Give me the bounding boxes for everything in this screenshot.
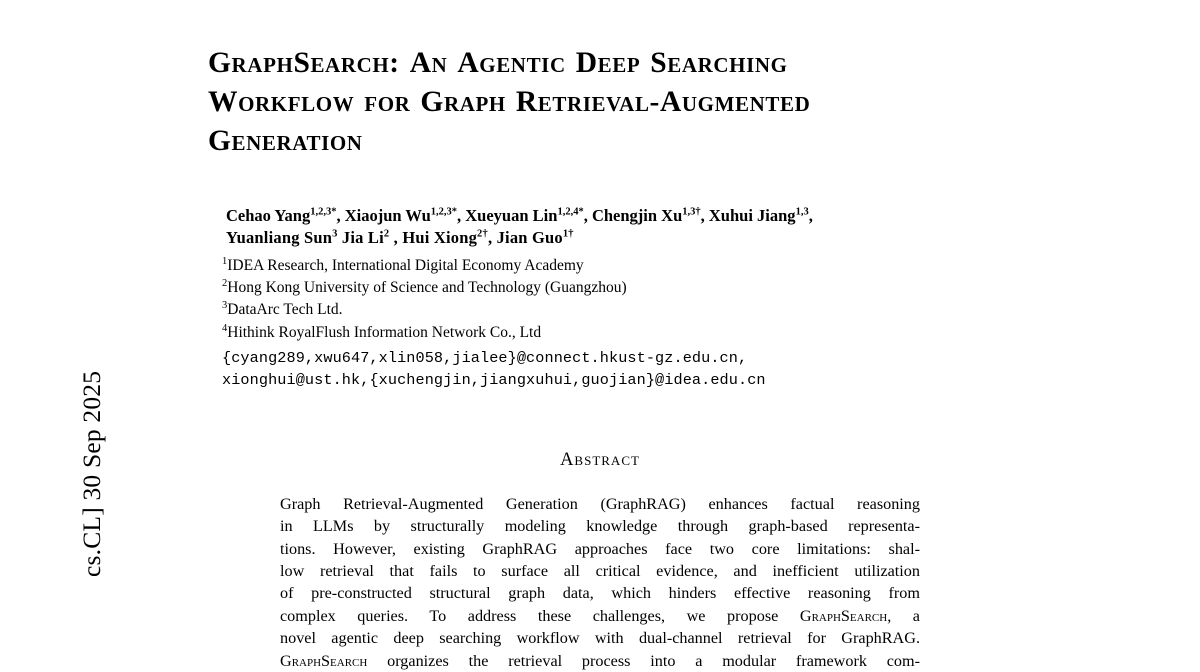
author-name: Yuanliang Sun	[226, 228, 333, 247]
title-word: Agentic	[457, 47, 566, 79]
affiliation-list	[208, 255, 992, 344]
paper-column	[208, 44, 992, 672]
author-sep: ,	[336, 206, 345, 225]
paper-name-smallcaps: GraphSearch	[280, 651, 368, 670]
author-sep: ,	[389, 228, 403, 247]
author-affil-sup: 1,2,3	[430, 206, 452, 218]
author-line-2	[226, 227, 966, 249]
author-mark-sup: †	[568, 228, 574, 240]
title-word: An	[409, 47, 448, 79]
affiliation-text: Hong Kong University of Science and Technology (Guangzhou)	[227, 279, 627, 297]
author-affil-sup: 3	[332, 228, 338, 240]
paper-name-smallcaps: GraphSearch	[799, 606, 888, 625]
page-title	[208, 44, 992, 161]
title-word: Graph	[420, 86, 506, 118]
author-name: Xiaojun Wu	[344, 206, 431, 225]
affiliation-text: Hithink RoyalFlush Information Network Co., Ltd	[227, 323, 542, 341]
abstract-heading: Abstract	[560, 449, 640, 470]
affiliation-index: 2	[222, 278, 228, 290]
author-mark-sup: *	[578, 206, 584, 218]
author-mark-sup: †	[482, 228, 488, 240]
author-mark-sup: *	[451, 206, 458, 218]
affiliation-text: IDEA Research, International Digital Economy Academy	[227, 257, 584, 274]
author-mark-sup: *	[331, 206, 337, 218]
affiliation-index: 1	[222, 255, 228, 267]
abstract-line: low retrieval that fails to surface all critical evidence, and inefficient utilization	[280, 562, 920, 581]
affiliation-index: 3	[222, 300, 228, 312]
author-affil-sup: 1,3	[795, 206, 809, 218]
affiliation-item	[222, 299, 992, 321]
affiliation-item	[222, 277, 992, 299]
email-line: {cyang289,xwu647,xlin058,jialee}@connect.hkust-gz.edu.cn,	[222, 348, 748, 367]
abstract-line: novel agentic deep searching workflow with dual-channel retrieval for GraphRAG.	[280, 629, 920, 648]
title-word: Workflow	[208, 86, 355, 118]
author-sep: ,	[487, 228, 497, 247]
author-name: Hui Xiong	[402, 228, 478, 247]
affiliation-index: 4	[222, 322, 228, 334]
author-sep: ,	[583, 206, 592, 225]
affiliation-text: DataArc Tech Ltd.	[227, 301, 343, 319]
title-word: GraphSearch:	[208, 47, 400, 79]
author-name: Jian Guo	[496, 228, 563, 247]
author-affil-sup: 1	[562, 228, 569, 240]
author-affil-sup: 1,2,3	[310, 206, 332, 218]
arxiv-vertical-stamp: cs.CL] 30 Sep 2025	[77, 370, 106, 577]
abstract-line: complex queries. To address these challenges, we propose GraphSearch, a	[280, 606, 920, 625]
email-line: xionghui@ust.hk,{xuchengjin,jiangxuhui,guojian}@idea.edu.cn	[222, 371, 766, 390]
author-line-1	[226, 205, 966, 227]
author-sep: ,	[457, 206, 466, 225]
title-word: for	[364, 86, 411, 118]
author-name: Xueyuan Lin	[465, 206, 558, 225]
abstract-line: of pre-constructed structural graph data, which hinders effective reasoning from	[280, 584, 920, 603]
author-list	[208, 205, 966, 249]
abstract-line: GraphSearch organizes the retrieval process into a modular framework com-	[280, 651, 920, 670]
title-line-3: Generation	[208, 125, 363, 157]
author-name: Chengjin Xu	[591, 206, 683, 225]
email-block	[208, 347, 992, 392]
author-sep: ,	[700, 206, 709, 225]
abstract-line: tions. However, existing GraphRAG approaches face two core limitations: shal-	[280, 539, 920, 558]
abstract-line: in LLMs by structurally modeling knowledge through graph-based representa-	[280, 517, 920, 536]
author-name: Cehao Yang	[226, 206, 311, 225]
author-name: Jia Li	[341, 228, 384, 247]
title-line-2	[208, 83, 992, 122]
author-sep: ,	[808, 206, 813, 225]
affiliation-item	[222, 255, 992, 277]
author-mark-sup: †	[695, 206, 701, 218]
author-affil-sup: 1,3	[682, 206, 696, 218]
author-affil-sup: 2	[477, 228, 483, 240]
abstract-text	[280, 493, 920, 672]
title-word: Retrieval-Augmented	[515, 86, 811, 118]
title-word: Deep	[575, 47, 641, 79]
author-affil-sup: 1,2,4	[557, 206, 579, 218]
author-affil-sup: 2	[383, 228, 390, 240]
title-word: Searching	[650, 47, 788, 79]
affiliation-item	[222, 322, 992, 344]
author-name: Xuhui Jiang	[708, 206, 796, 225]
abstract-line: Graph Retrieval-Augmented Generation (GraphRAG) enhances factual reasoning	[280, 494, 920, 513]
title-line-1	[208, 44, 992, 83]
